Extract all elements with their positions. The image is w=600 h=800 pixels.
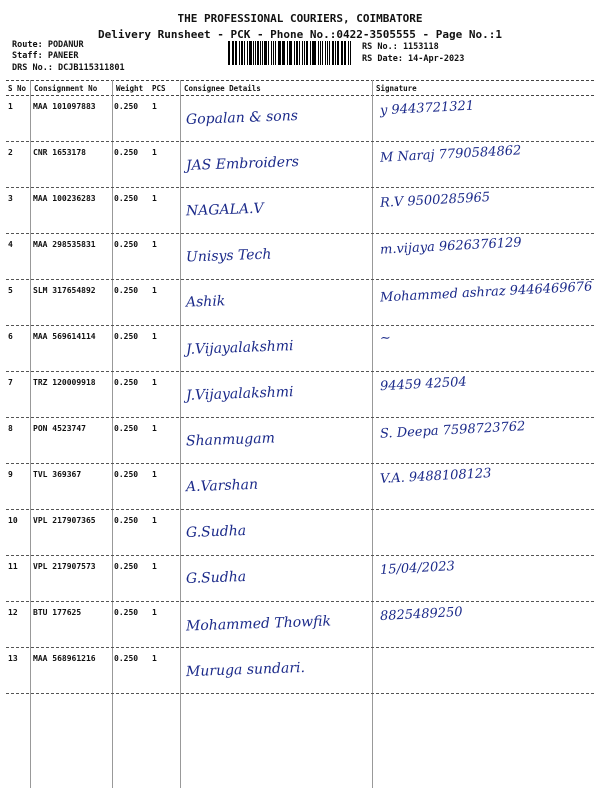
consignee-handwriting: Muruga sundari. xyxy=(185,659,306,681)
staff-label: Staff: PANEER xyxy=(12,51,79,61)
weight-value: 0.250 xyxy=(114,516,139,525)
table-row xyxy=(0,234,600,280)
pcs-value: 1 xyxy=(152,424,157,433)
row-sno: 11 xyxy=(8,562,18,571)
row-sno: 5 xyxy=(8,286,13,295)
signature-handwriting: 8825489250 xyxy=(379,604,464,625)
consignee-handwriting: G.Sudha xyxy=(185,568,247,588)
consignee-handwriting: NAGALA.V xyxy=(185,200,264,220)
weight-value: 0.250 xyxy=(114,654,139,663)
pcs-value: 1 xyxy=(152,608,157,617)
consignment-number: VPL 217907573 xyxy=(33,562,96,571)
row-sno: 3 xyxy=(8,194,13,203)
signature-handwriting: Mohammed ashraz 9446469676 xyxy=(379,279,593,306)
weight-value: 0.250 xyxy=(114,102,139,111)
pcs-value: 1 xyxy=(152,102,157,111)
row-sno: 8 xyxy=(8,424,13,433)
col-consignment: Consignment No xyxy=(34,84,98,93)
pcs-value: 1 xyxy=(152,148,157,157)
signature-handwriting: m.vijaya 9626376129 xyxy=(379,235,522,258)
table-row xyxy=(0,372,600,418)
consignee-handwriting: Gopalan & sons xyxy=(185,108,299,128)
pcs-value: 1 xyxy=(152,240,157,249)
runsheet-title: THE PROFESSIONAL COURIERS, COIMBATORE xyxy=(177,12,423,25)
weight-value: 0.250 xyxy=(114,424,139,433)
table-row xyxy=(0,326,600,372)
route-label: Route: PODANUR xyxy=(12,40,84,50)
table-row xyxy=(0,556,600,602)
consignment-number: VPL 217907365 xyxy=(33,516,96,525)
table-row xyxy=(0,648,600,694)
pcs-value: 1 xyxy=(152,654,157,663)
signature-handwriting: R.V 9500285965 xyxy=(379,190,491,211)
consignee-handwriting: Unisys Tech xyxy=(185,246,272,266)
row-sno: 9 xyxy=(8,470,13,479)
consignee-handwriting: Mohammed Thowfik xyxy=(185,613,332,635)
row-sno: 1 xyxy=(8,102,13,111)
row-sno: 6 xyxy=(8,332,13,341)
row-sno: 13 xyxy=(8,654,18,663)
weight-value: 0.250 xyxy=(114,608,139,617)
signature-handwriting: ~ xyxy=(379,330,392,347)
weight-value: 0.250 xyxy=(114,562,139,571)
consignee-handwriting: G.Sudha xyxy=(185,522,247,542)
col-consignee: Consignee Details xyxy=(184,84,261,93)
consignee-handwriting: Shanmugam xyxy=(185,430,276,450)
pcs-value: 1 xyxy=(152,562,157,571)
consignment-number: MAA 298535831 xyxy=(33,240,96,249)
barcode xyxy=(228,41,352,65)
table-row xyxy=(0,602,600,648)
signature-handwriting: 15/04/2023 xyxy=(379,559,456,578)
weight-value: 0.250 xyxy=(114,194,139,203)
table-row xyxy=(0,464,600,510)
signature-handwriting: M Naraj 7790584862 xyxy=(379,143,522,166)
weight-value: 0.250 xyxy=(114,240,139,249)
row-sno: 12 xyxy=(8,608,18,617)
row-separator xyxy=(6,693,594,694)
pcs-value: 1 xyxy=(152,516,157,525)
consignment-number: SLM 317654892 xyxy=(33,286,96,295)
header-rule-top xyxy=(6,80,594,81)
weight-value: 0.250 xyxy=(114,148,139,157)
consignment-number: TRZ 120009918 xyxy=(33,378,96,387)
col-pcs: PCS xyxy=(152,84,166,93)
row-sno: 7 xyxy=(8,378,13,387)
rs-date: RS Date: 14-Apr-2023 xyxy=(362,54,465,64)
col-weight: Weight xyxy=(116,84,144,93)
consignment-number: MAA 568961216 xyxy=(33,654,96,663)
table-row xyxy=(0,418,600,464)
pcs-value: 1 xyxy=(152,332,157,341)
signature-handwriting: y 9443721321 xyxy=(379,98,475,119)
consignee-handwriting: JAS Embroiders xyxy=(185,154,300,174)
table-row xyxy=(0,142,600,188)
pcs-value: 1 xyxy=(152,378,157,387)
drs-number: DRS No.: DCJB115311801 xyxy=(12,63,125,73)
consignment-number: PON 4523747 xyxy=(33,424,86,433)
table-row xyxy=(0,96,600,142)
pcs-value: 1 xyxy=(152,470,157,479)
row-sno: 2 xyxy=(8,148,13,157)
consignment-number: CNR 1653178 xyxy=(33,148,86,157)
weight-value: 0.250 xyxy=(114,378,139,387)
consignee-handwriting: Ashik xyxy=(185,293,226,311)
weight-value: 0.250 xyxy=(114,286,139,295)
consignment-number: MAA 101097883 xyxy=(33,102,96,111)
pcs-value: 1 xyxy=(152,194,157,203)
signature-handwriting: V.A. 9488108123 xyxy=(379,466,492,487)
table-row xyxy=(0,188,600,234)
consignment-number: TVL 369367 xyxy=(33,470,82,479)
consignment-number: MAA 100236283 xyxy=(33,194,96,203)
weight-value: 0.250 xyxy=(114,470,139,479)
row-sno: 4 xyxy=(8,240,13,249)
table-row xyxy=(0,510,600,556)
table-row xyxy=(0,280,600,326)
consignee-handwriting: J.Vijayalakshmi xyxy=(185,338,294,358)
consignee-handwriting: A.Varshan xyxy=(185,476,259,496)
pcs-value: 1 xyxy=(152,286,157,295)
signature-handwriting: S. Deepa 7598723762 xyxy=(379,419,526,442)
col-signature: Signature xyxy=(376,84,417,93)
consignment-number: BTU 177625 xyxy=(33,608,82,617)
weight-value: 0.250 xyxy=(114,332,139,341)
row-sno: 10 xyxy=(8,516,18,525)
rs-number: RS No.: 1153118 xyxy=(362,42,439,52)
col-sno: S No xyxy=(8,84,27,93)
consignee-handwriting: J.Vijayalakshmi xyxy=(185,384,294,404)
consignment-number: MAA 569614114 xyxy=(33,332,96,341)
runsheet-subtitle: Delivery Runsheet - PCK - Phone No.:0422-3505555 - Page No.:1 xyxy=(98,28,502,41)
signature-handwriting: 94459 42504 xyxy=(379,374,468,395)
